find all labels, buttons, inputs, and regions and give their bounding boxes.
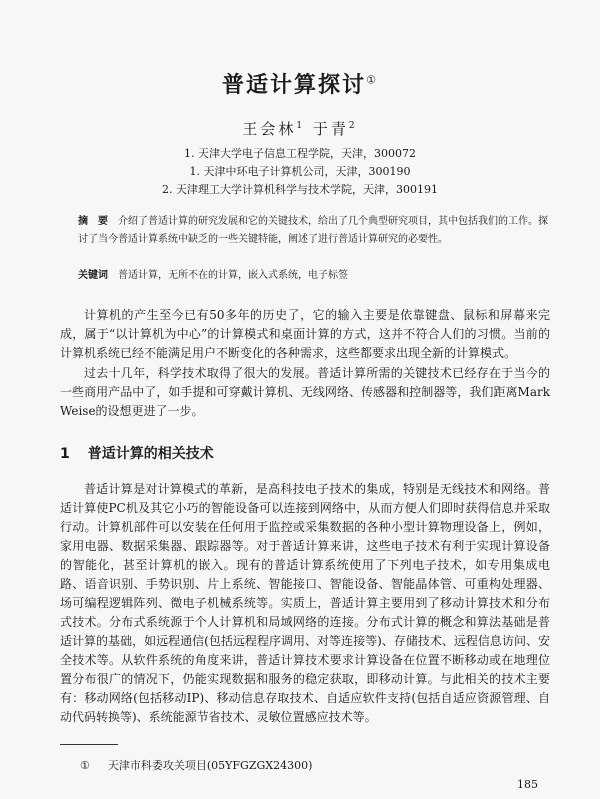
intro-paragraph: 过去十几年，科学技术取得了很大的发展。普适计算所需的关键技术已经存在于当今的一些商用产品中了，如手提和可穿戴计算机、无线网络、传感器和控制器等，我们距离Mark Weise的设想更进了一步。	[60, 366, 550, 418]
paper-title: 普适计算探讨①	[222, 73, 378, 98]
author-name: 王会林	[242, 120, 297, 138]
page-number: 185	[517, 778, 538, 791]
footnote	[80, 757, 312, 773]
affiliation: 2. 天津理工大学计算机科学与技术学院，天津，300191	[162, 183, 438, 196]
abstract	[78, 213, 548, 249]
affiliation: 1. 天津中环电子计算机公司，天津，300190	[189, 165, 411, 178]
keywords	[78, 267, 548, 285]
section-paragraph: 普适计算是对计算模式的革新，是高科技电子技术的集成，特别是无线技术和网络。普适计算使PC机及其它小巧的智能设备可以连接到网络中，从而方便人们即时获得信息并采取行动。计算机部件可以安装在任何用于监控或采集数据的各种小型计算物理设备上，例如，家用电器、数据采集器、跟踪器等。对于普适计算来讲，这些电子技术有利于实现计算设备的智能化，甚至计算机的嵌入。现有的普适计算系统使用了下列电子技术，如专用集成电路、语音识别、手势识别、片上系统、智能接口、智能设备、智能晶体管、可重构处理器、场可编程逻辑阵列、微电子机械系统等。实质上，普适计算主要用到了移动计算技术和分布式技术。分布式系统源于个人计算机和局域网络的连接。分布式计算的概念和算法基础是普适计算的基础，如远程通信(包括远程程序调用、对等连接等)、存储技术、远程信息访问、安全技术等。从软件系统的角度来讲，普适计算技术要求计算设备在位置不断移动或在地理位置分布很广的情况下，仍能实现数据和服务的稳定获取，即移动计算。与此相关的技术主要有：移动网络(包括移动IP)、移动信息存取技术、自适应软件支持(包括自适应资源管理、自动代码转换等)、系统能源节省技术、灵敏位置感应技术等。	[60, 482, 550, 724]
intro-paragraph: 计算机的产生至今已有50多年的历史了，它的输入主要是依靠键盘、鼠标和屏幕来完成，属于“以计算机为中心”的计算模式和桌面计算的方式，这并不符合人们的习惯。当前的计算机系统已经不能满足用户不断变化的各种需求，这些都要求出现全新的计算模式。	[60, 308, 550, 360]
keywords-label: 关键词	[78, 270, 108, 281]
author-mark: 2	[348, 121, 358, 131]
authors	[0, 118, 600, 139]
section-title: 普适计算的相关技术	[87, 446, 214, 462]
author-name: 于青	[312, 120, 349, 138]
title-footnote-mark: ①	[366, 73, 378, 87]
footnote-rule	[60, 744, 118, 745]
footnote-text: 天津市科委攻关项目(05YFGZGX24300)	[107, 759, 313, 772]
abstract-text: 介绍了普适计算的研究发展和它的关键技术，给出了几个典型研究项目，其中包括我们的工作。探讨了当今普适计算系统中缺乏的一些关键特能，阐述了进行普适计算研究的必要性。	[78, 216, 548, 245]
section-heading	[60, 443, 214, 463]
author-mark: 1	[296, 121, 306, 131]
keywords-text: 普适计算，无所不在的计算，嵌入式系统，电子标签	[118, 270, 348, 281]
section-number: 1	[60, 446, 70, 462]
affiliation: 1. 天津大学电子信息工程学院，天津，300072	[184, 147, 416, 160]
footnote-mark: ①	[80, 759, 90, 772]
abstract-label: 摘 要	[78, 216, 108, 227]
